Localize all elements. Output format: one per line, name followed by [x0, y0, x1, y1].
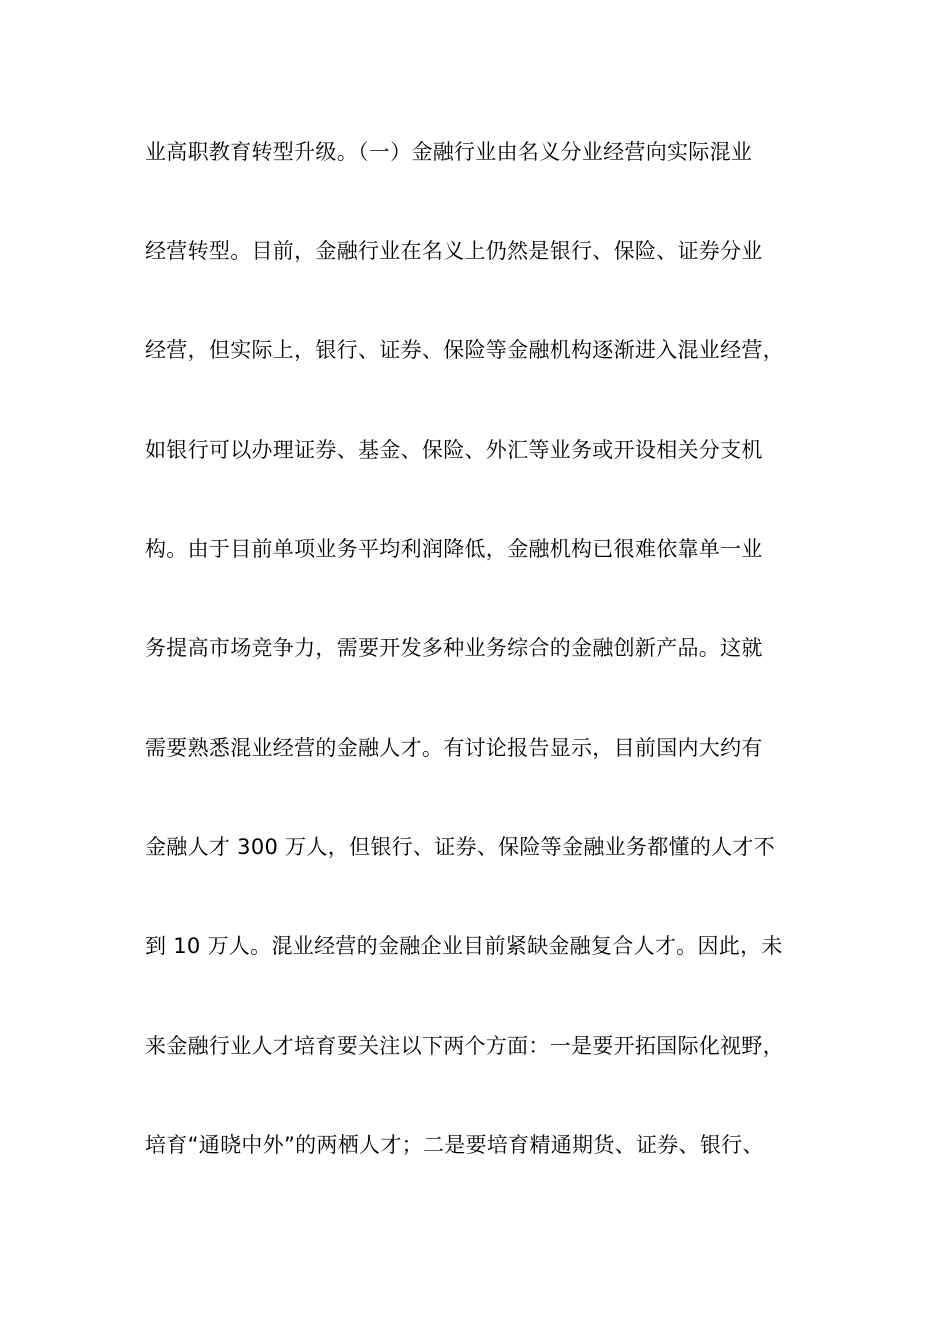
text-line: 到 10 万人。混业经营的金融企业目前紧缺金融复合人才。因此，未 — [145, 934, 783, 958]
text-line: 培育“通晓中外”的两栖人才；二是要培育精通期货、证券、银行、 — [145, 1133, 764, 1157]
text-line: 务提高市场竞争力，需要开发多种业务综合的金融创新产品。这就 — [145, 636, 763, 660]
text-line: 需要熟悉混业经营的金融人才。有讨论报告显示，目前国内大约有 — [145, 736, 763, 760]
text-line: 业高职教育转型升级。（一）金融行业由名义分业经营向实际混业 — [145, 140, 753, 164]
text-line: 构。由于目前单项业务平均利润降低，金融机构已很难依靠单一业 — [145, 537, 763, 561]
text-line: 如银行可以办理证券、基金、保险、外汇等业务或开设相关分支机 — [145, 438, 763, 462]
text-line: 来金融行业人才培育要关注以下两个方面：一是要开拓国际化视野， — [145, 1034, 784, 1058]
text-line: 经营转型。目前，金融行业在名义上仍然是银行、保险、证券分业 — [145, 239, 763, 263]
text-line: 经营，但实际上，银行、证券、保险等金融机构逐渐进入混业经营， — [145, 338, 784, 362]
text-line: 金融人才 300 万人，但银行、证券、保险等金融业务都懂的人才不 — [145, 835, 776, 859]
